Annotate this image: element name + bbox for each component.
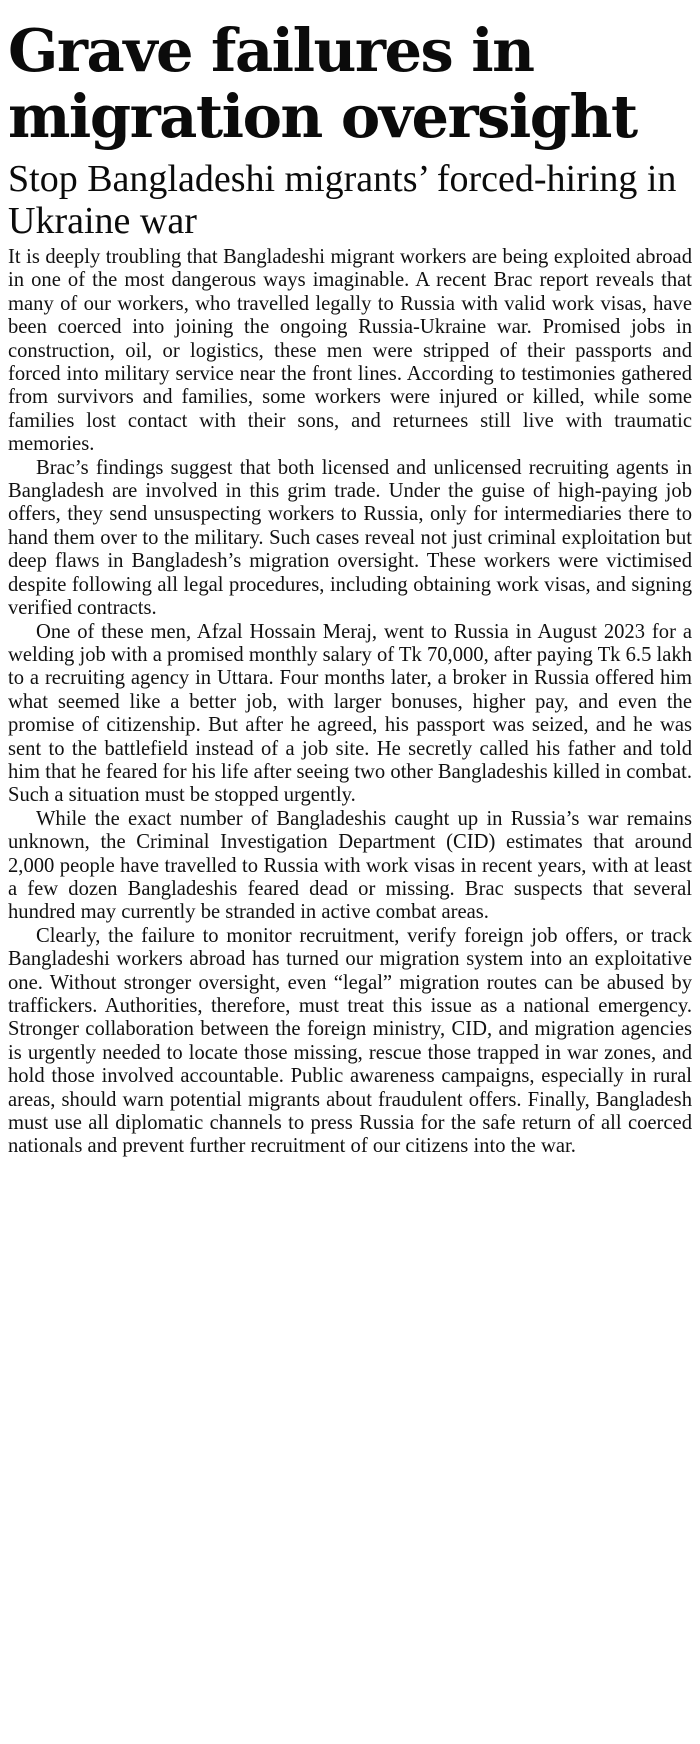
subheadline: Stop Bangladeshi migrants’ forced-hiring in Ukraine war — [8, 158, 677, 242]
paragraph-2: Brac’s findings suggest that both licensed and unlicensed recruiting agents in Bangladesh are involved in this grim trade. Under the guise of high-paying job offers, they send unsuspecting workers to Russia, only for intermediaries there to hand them over to the military. Such cases reveal not just criminal exploitation but deep flaws in Bangladesh’s migration oversight. These workers were victimised despite following all legal procedures, including obtaining work visas, and signing verified contracts. — [8, 456, 692, 620]
headline: Grave failures in migration oversight — [8, 16, 637, 151]
article-body — [8, 246, 692, 1159]
paragraph-1: It is deeply troubling that Bangladeshi migrant workers are being exploited abroad in one of the most dangerous ways imaginable. A recent Brac report reveals that many of our workers, who travelled legally to Russia with valid work visas, have been coerced into joining the ongoing Russia-Ukraine war. Promised jobs in construction, oil, or logistics, these men were stripped of their passports and forced into military service near the front lines. According to testimonies gathered from survivors and families, some workers were injured or killed, while some families lost contact with their sons, and returnees still live with traumatic memories. — [8, 246, 692, 456]
paragraph-4: While the exact number of Bangladeshis caught up in Russia’s war remains unknown, the Criminal Investigation Department (CID) estimates that around 2,000 people have travelled to Russia with work visas in recent years, with at least a few dozen Bangladeshis feared dead or missing. Brac suspects that several hundred may currently be stranded in active combat areas. — [8, 807, 692, 924]
paragraph-3: One of these men, Afzal Hossain Meraj, went to Russia in August 2023 for a welding job with a promised monthly salary of Tk 70,000, after paying Tk 6.5 lakh to a recruiting agency in Uttara. Four months later, a broker in Russia offered him what seemed like a better job, with larger bonuses, higher pay, and even the promise of citizenship. But after he agreed, his passport was seized, and he was sent to the battlefield instead of a job site. He secretly called his father and told him that he feared for his life after seeing two other Bangladeshis killed in combat. Such a situation must be stopped urgently. — [8, 620, 692, 807]
paragraph-5: Clearly, the failure to monitor recruitment, verify foreign job offers, or track Bangladeshi workers abroad has turned our migration system into an exploitative one. Without stronger oversight, even “legal” migration routes can be abused by traffickers. Authorities, therefore, must treat this issue as a national emergency. Stronger collaboration between the foreign ministry, CID, and migration agencies is urgently needed to locate those missing, rescue those trapped in war zones, and hold those involved accountable. Public awareness campaigns, especially in rural areas, should warn potential migrants about fraudulent offers. Finally, Bangladesh must use all diplomatic channels to press Russia for the safe return of all coerced nationals and prevent further recruitment of our citizens into the war. — [8, 924, 692, 1158]
